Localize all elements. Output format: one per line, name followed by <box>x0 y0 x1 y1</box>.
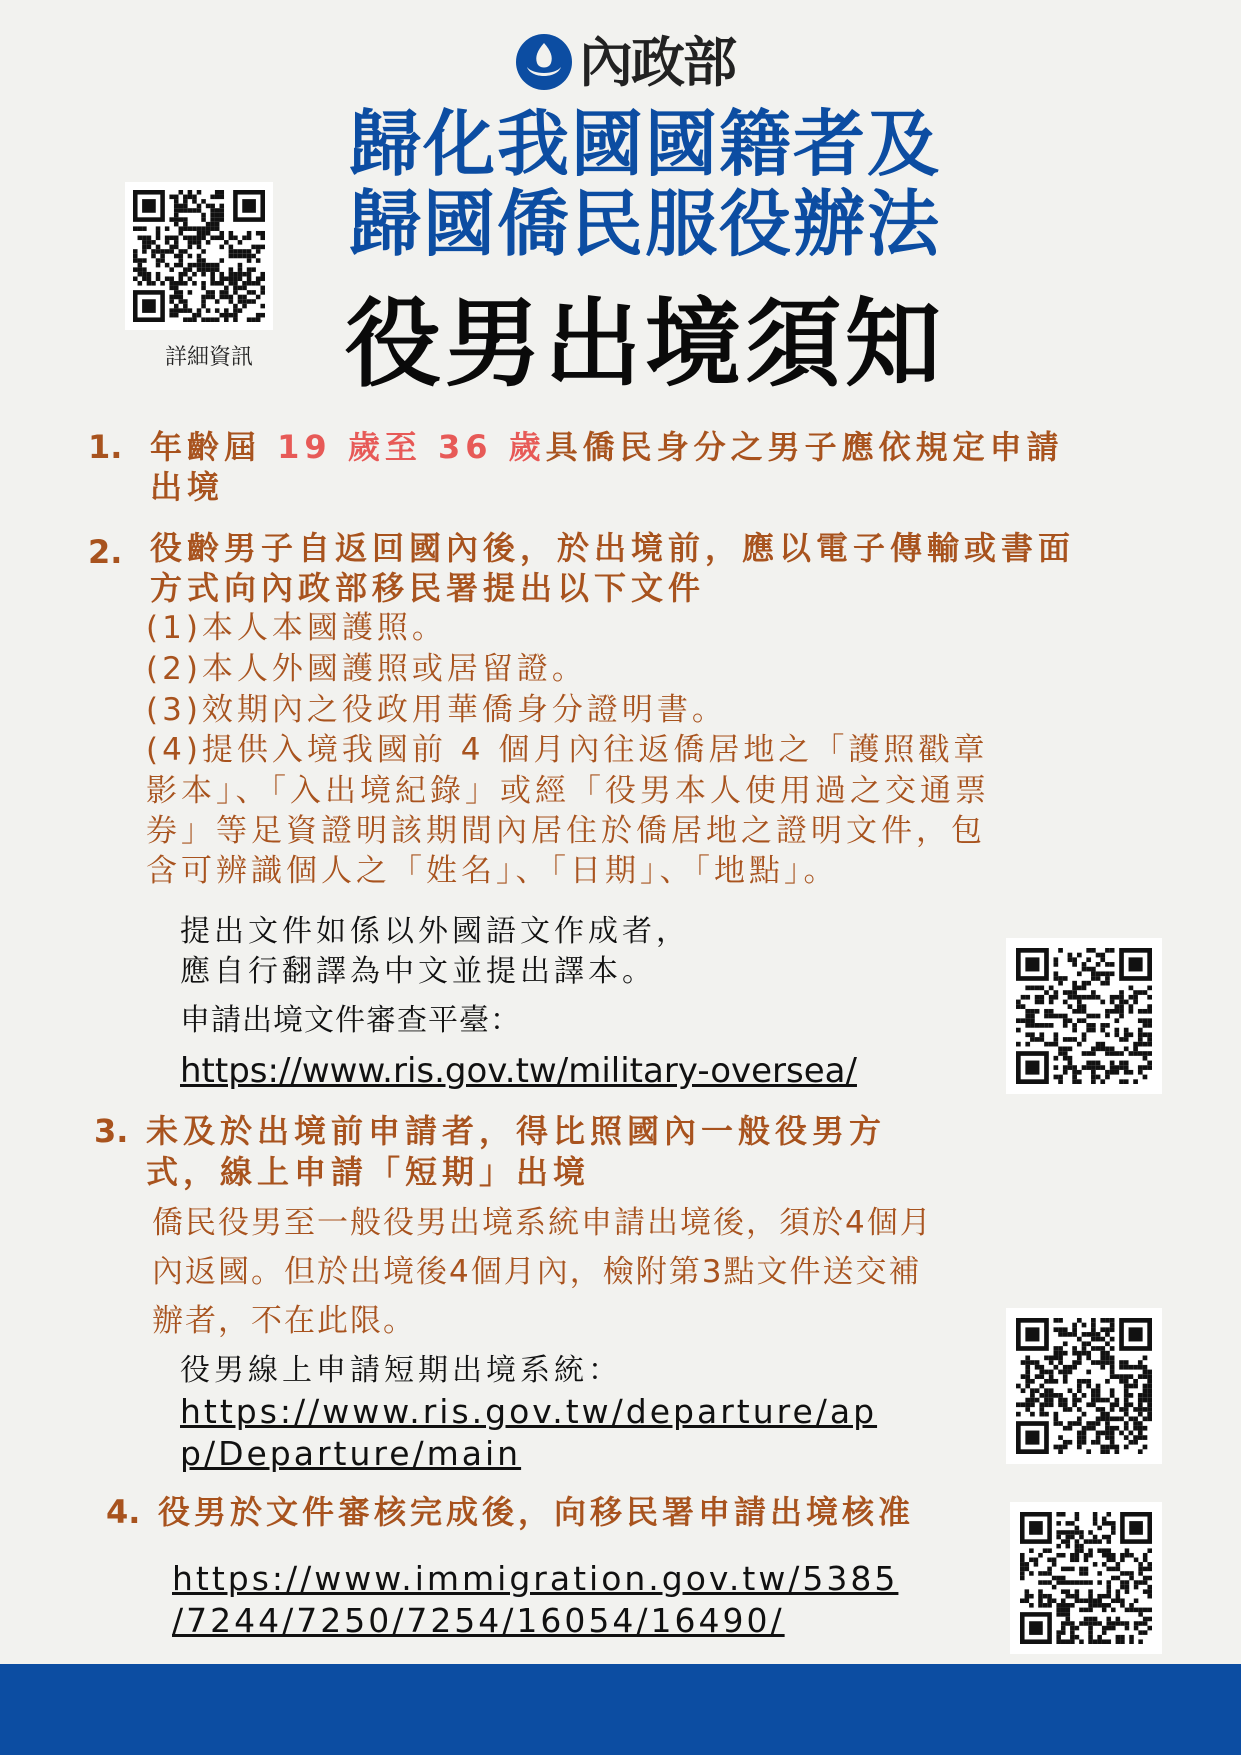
logo-text: 內政部 <box>579 30 735 94</box>
immigration-qr-code[interactable] <box>1010 1502 1162 1654</box>
item-3-system-label: 役男線上申請短期出境系統： <box>180 1353 622 1388</box>
immigration-link-line-1[interactable]: https://www.immigration.gov.tw/5385 <box>172 1559 899 1598</box>
item-number: 1. <box>88 428 123 466</box>
qr-code-icon <box>1016 1318 1152 1454</box>
item-2-platform-label: 申請出境文件審查平臺： <box>180 1003 521 1038</box>
item-2-sub-4-cont-2: 券」等足資證明該期間內居住於僑居地之證明文件，包 <box>146 813 986 849</box>
item-1-pre: 年齡屆 <box>150 428 262 466</box>
item-number: 2. <box>88 533 123 571</box>
item-2-note-2: 應自行翻譯為中文並提出譯本。 <box>180 954 656 989</box>
detail-qr-code[interactable] <box>125 182 273 330</box>
immigration-link-line-2[interactable]: /7244/7250/7254/16054/16490/ <box>172 1601 785 1640</box>
title-line-1: 歸化我國國籍者及 <box>348 102 941 186</box>
item-3-body-1: 僑民役男至一般役男出境系統申請出境後，須於4個月 <box>152 1205 933 1241</box>
qr-code-icon <box>133 190 265 322</box>
ministry-emblem-icon <box>515 33 573 91</box>
ministry-logo <box>515 26 735 98</box>
item-3-body-3: 辦者，不在此限。 <box>152 1303 416 1339</box>
item-3-body-2: 內返國。但於出境後4個月內，檢附第3點文件送交補 <box>152 1254 922 1290</box>
item-2-sub-3: (3)效期內之役政用華僑身分證明書。 <box>146 692 727 728</box>
qr-code-icon <box>1016 948 1152 1084</box>
item-2-heading-line-2: 方式向內政部移民署提出以下文件 <box>150 569 706 607</box>
item-2-sub-4-cont-1: 影本」、「入出境紀錄」或經「役男本人使用過之交通票 <box>146 773 990 809</box>
departure-system-link-line-2[interactable]: p/Departure/main <box>180 1434 522 1473</box>
military-oversea-link[interactable]: https://www.ris.gov.tw/military-oversea/ <box>180 1051 857 1091</box>
footer-bar <box>0 1664 1241 1755</box>
departure-system-qr-code[interactable] <box>1006 1308 1162 1464</box>
item-2-sub-1: (1)本人本國護照。 <box>146 610 447 646</box>
item-1-heading <box>150 427 1064 468</box>
item-4-heading: 役男於文件審核完成後，向移民署申請出境核准 <box>158 1493 915 1531</box>
departure-system-link-line-1[interactable]: https://www.ris.gov.tw/departure/ap <box>180 1392 878 1431</box>
item-3-heading-line-1: 未及於出境前申請者，得比照國內一般役男方 <box>146 1112 887 1150</box>
qr-caption: 詳細資訊 <box>164 345 253 370</box>
item-1-heading-line-2: 出境 <box>150 468 225 506</box>
title-line-2: 歸國僑民服役辦法 <box>348 182 941 266</box>
page-title: 役男出境須知 <box>345 288 945 400</box>
item-number: 4. <box>106 1493 141 1531</box>
item-number: 3. <box>94 1112 129 1150</box>
qr-code-icon <box>1020 1512 1152 1644</box>
item-1-age-from: 19 歲至 <box>277 428 422 466</box>
item-2-note-1: 提出文件如係以外國語文作成者， <box>180 914 690 949</box>
military-oversea-qr-code[interactable] <box>1006 938 1162 1094</box>
item-1-rest: 具僑民身分之男子應依規定申請 <box>545 428 1064 466</box>
item-3-heading-line-2: 式，線上申請「短期」出境 <box>146 1153 591 1191</box>
item-2-heading-line-1: 役齡男子自返回國內後，於出境前，應以電子傳輸或書面 <box>150 529 1076 567</box>
item-2-sub-4: (4)提供入境我國前 4 個月內往返僑居地之「護照戳章 <box>146 732 989 768</box>
item-2-sub-4-cont-3: 含可辨識個人之「姓名」、「日期」、「地點」。 <box>146 853 839 889</box>
item-2-sub-2: (2)本人外國護照或居留證。 <box>146 651 587 687</box>
item-1-age-to: 36 歲 <box>437 428 546 466</box>
